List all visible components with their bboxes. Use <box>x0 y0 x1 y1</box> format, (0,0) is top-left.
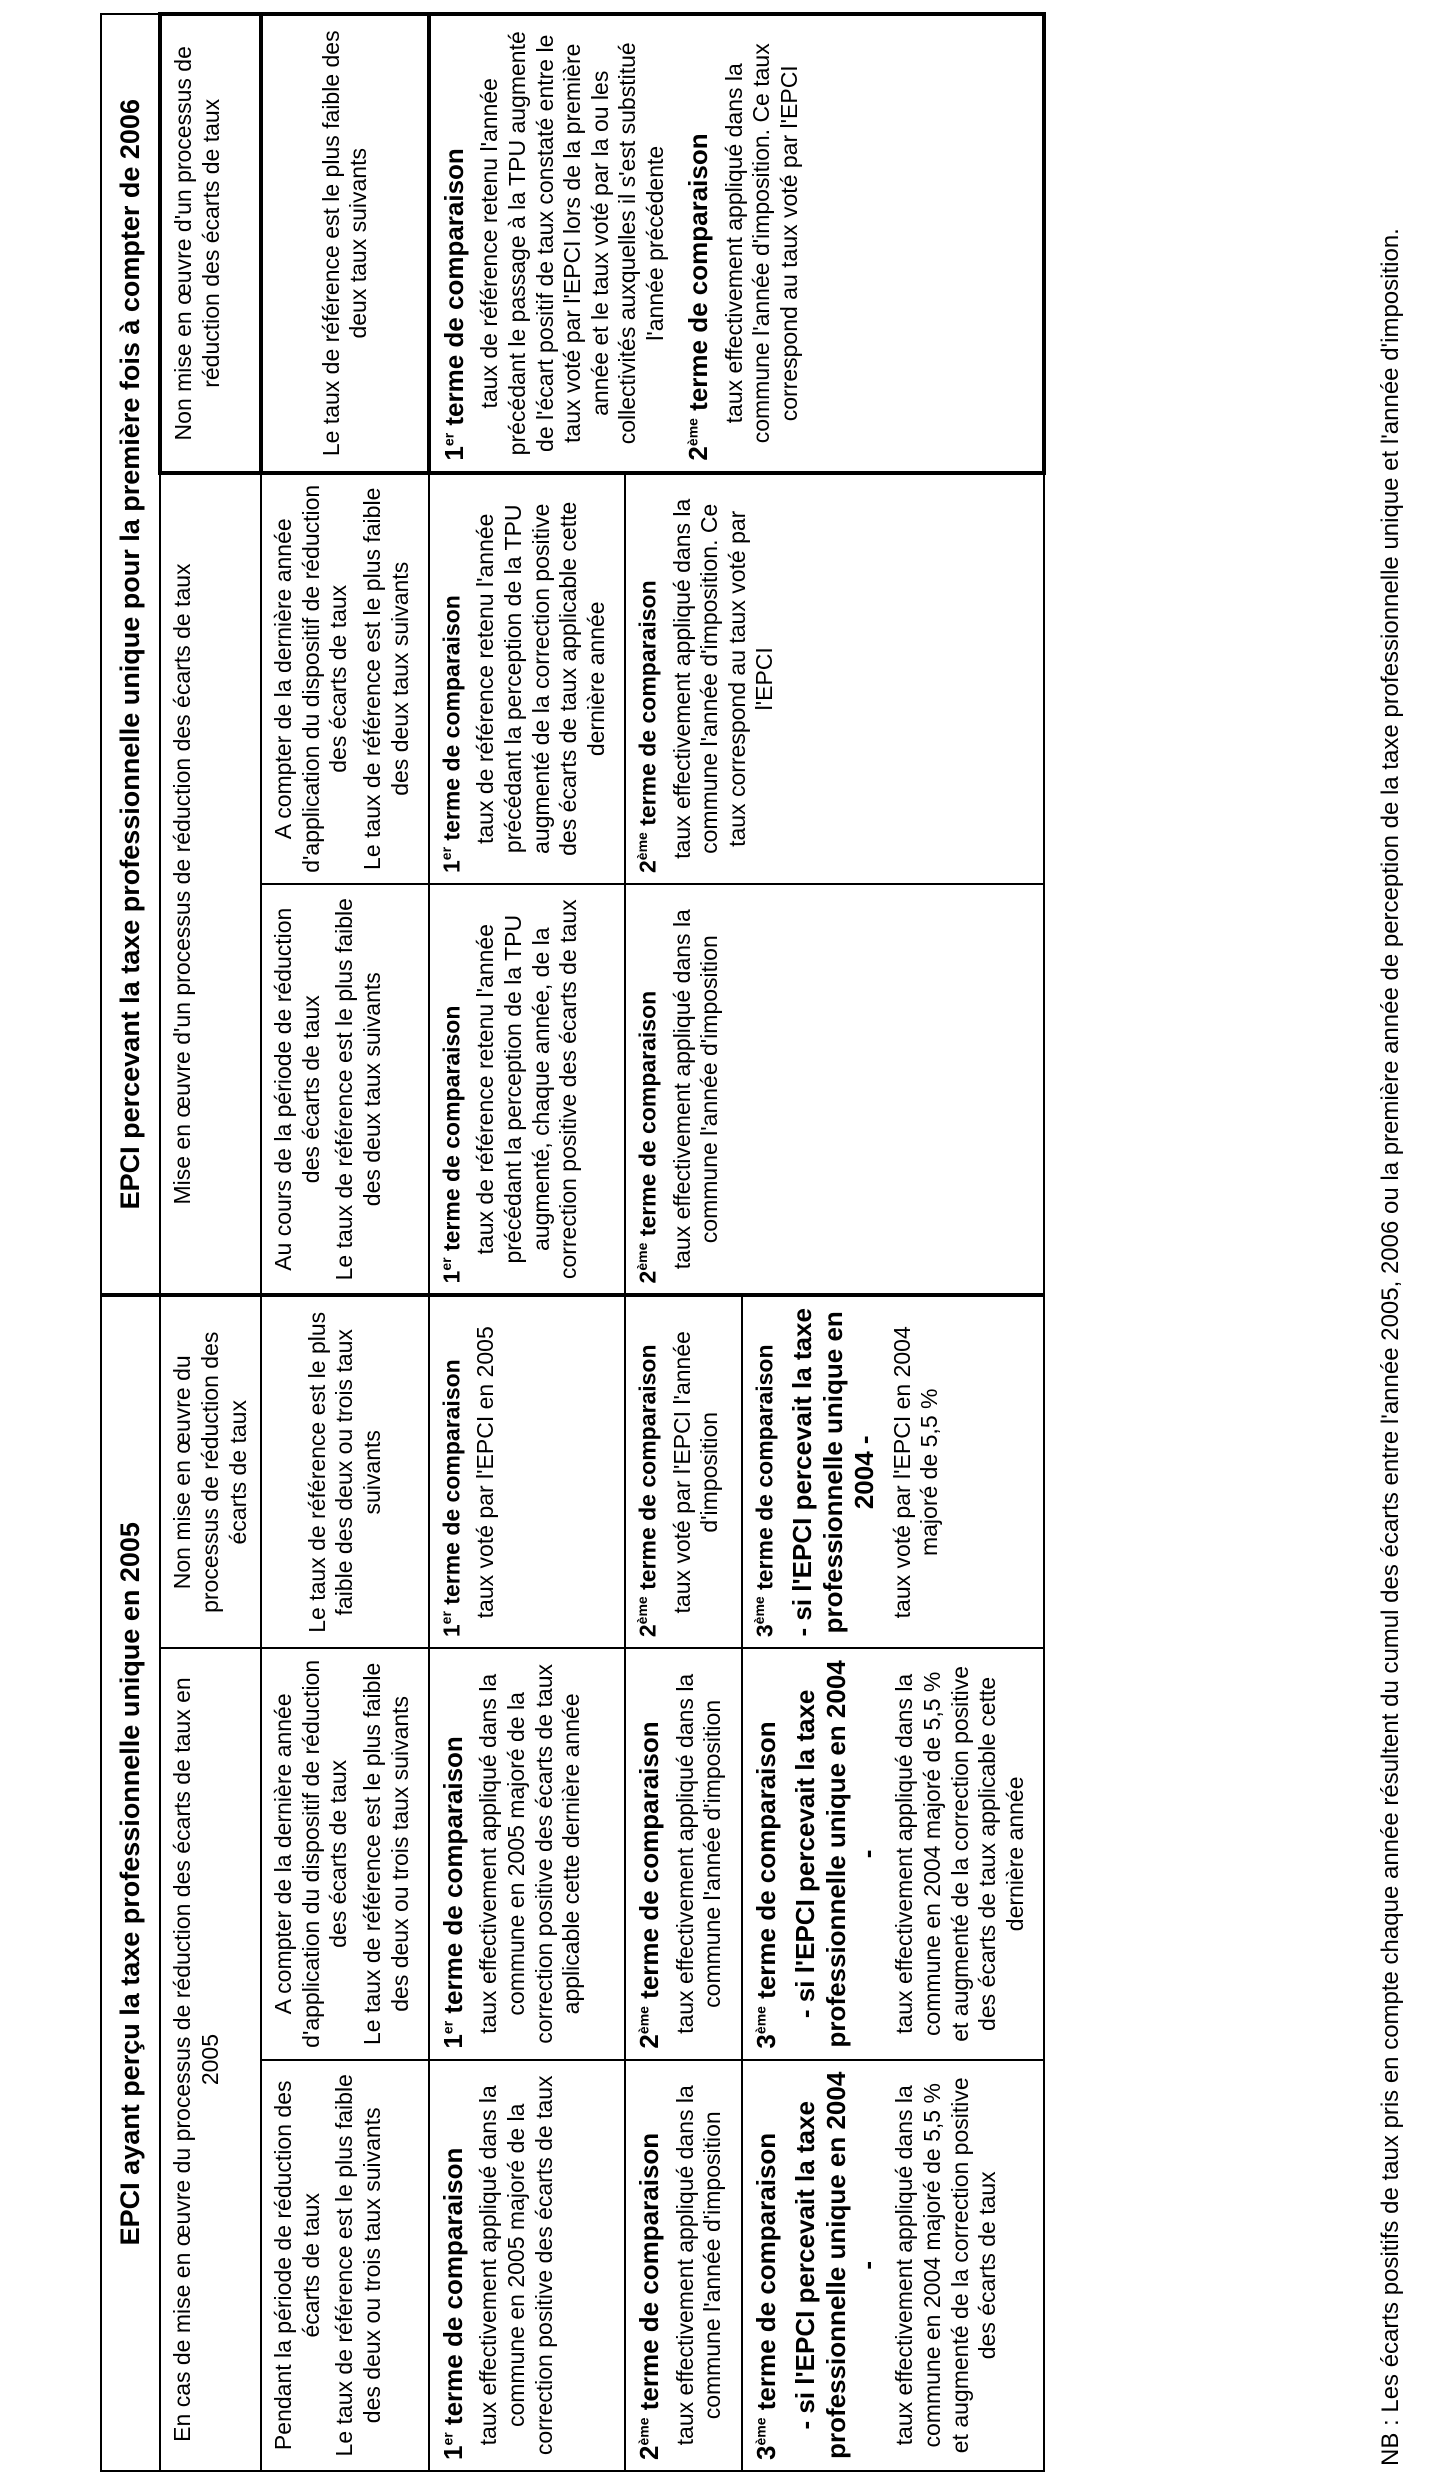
header-row <box>101 14 160 2471</box>
reference-rate-rule: Le taux de référence est le plus faible des deux taux suivants <box>331 898 385 1281</box>
term-text: taux voté par l'EPCI en 2004 majoré de 5,5 % <box>888 1326 943 1619</box>
third-term-cell-3 <box>742 1295 1045 1648</box>
tpu-2004-condition: - si l'EPCI percevait la taxe professionnelle unique en 2004 - <box>786 1308 880 1637</box>
term-text: taux effectivement appliqué dans la commune en 2004 majoré de 5,5 % et augmenté de la correction positive des écarts de taux <box>891 2077 1001 2454</box>
case-no-reduction-2005: Non mise en œuvre du processus de réduction des écarts de taux <box>160 1295 261 1648</box>
term-text: taux de référence retenu l'année précédant le passage à la TPU augmenté de l'écart positif de taux constaté entre le taux voté par l'EPCI lors de la première année et le taux voté par la ou les collectivités auxquelles il s'est substitué l'année précédente <box>476 31 668 456</box>
first-second-term-cell-6 <box>429 14 1044 473</box>
second-term-label: 2ème terme de comparaison <box>634 580 662 873</box>
first-term-cell-5 <box>429 473 625 884</box>
second-term-cell-4 <box>625 884 1044 1295</box>
term-text: taux effectivement appliqué dans la commune en 2004 majoré de 5,5 % et augmenté de la correction positive des écarts de taux applicable cette dernière année <box>891 1665 1028 2042</box>
first-term-row <box>429 14 625 2471</box>
term-text: taux effectivement appliqué dans la commune l'année d'imposition <box>671 2085 726 2446</box>
period-cell-4 <box>261 884 429 1295</box>
second-term-cell-1 <box>625 2060 741 2471</box>
term-text: taux effectivement appliqué dans la commune l'année d'imposition <box>671 1673 726 2034</box>
header-epci-2006: EPCI percevant la taxe professionnelle unique pour la première fois à compter de 2006 <box>101 14 160 1295</box>
third-term-label: 3ème terme de comparaison <box>750 1344 778 1638</box>
term-text: taux de référence retenu l'année précédant la perception de la TPU augmenté de la correction positive des écarts de taux applicable cette dernière année <box>472 501 609 856</box>
tpu-2004-condition: - si l'EPCI percevait la taxe professionnelle unique en 2004 - <box>789 2071 883 2459</box>
first-term-label: 1er terme de comparaison <box>438 1005 465 1284</box>
first-term-label: 1er terme de comparaison <box>438 595 465 873</box>
case-no-reduction-2006: Non mise en œuvre d'un processus de réduction des écarts de taux <box>160 14 261 473</box>
reference-rate-table <box>100 12 1046 2472</box>
second-term-label: 2ème terme de comparaison <box>634 990 662 1284</box>
first-term-cell-4 <box>429 884 625 1295</box>
period-cell-3: Le taux de référence est le plus faible des deux ou trois taux suivants <box>261 1295 429 1648</box>
header-epci-2005: EPCI ayant perçu la taxe professionnelle unique en 2005 <box>101 1295 160 2471</box>
period-cell-5 <box>261 473 429 884</box>
period-row <box>261 14 429 2471</box>
third-term-cell-1 <box>742 2060 1045 2471</box>
period-label: A compter de la dernière année d'application du dispositif de réduction des écarts de taux <box>270 484 352 873</box>
first-term-label: 1er terme de comparaison <box>438 2147 469 2460</box>
term-text: taux effectivement appliqué dans la commune l'année d'imposition. Ce taux correspond au taux voté par l'EPCI <box>668 498 778 859</box>
second-term-label: 2ème terme de comparaison <box>634 1721 665 2049</box>
first-term-cell-3 <box>429 1295 625 1648</box>
term-text: taux effectivement appliqué dans la commune l'année d'imposition. Ce taux correspond au taux voté par l'EPCI <box>720 43 802 444</box>
term-text: taux effectivement appliqué dans la commune l'année d'imposition <box>668 909 723 1270</box>
period-cell-6: Le taux de référence est le plus faible des deux taux suivants <box>261 14 429 473</box>
second-term-label: 2ème terme de comparaison <box>634 2132 665 2460</box>
second-term-label: 2ème terme de comparaison <box>683 133 714 461</box>
term-text: taux voté par l'EPCI en 2005 <box>472 1326 499 1619</box>
period-label: Au cours de la période de réduction des écarts de taux <box>270 907 324 1271</box>
second-term-cell-2 <box>625 1648 741 2059</box>
case-row <box>160 14 261 2471</box>
second-term-cell-5 <box>625 473 1044 884</box>
first-term-label: 1er terme de comparaison <box>439 148 470 461</box>
second-term-cell-3 <box>625 1295 741 1648</box>
period-cell-1 <box>261 2060 429 2471</box>
term-text: taux de référence retenu l'année précédant la perception de la TPU augmenté, chaque année, de la correction positive des écarts de taux <box>472 899 582 1280</box>
first-term-label: 1er terme de comparaison <box>438 1359 465 1638</box>
term-text: taux effectivement appliqué dans la commune en 2005 majoré de la correction positive des écarts de taux <box>475 2075 557 2456</box>
reference-rate-rule: Le taux de référence est le plus faible des deux ou trois taux suivants <box>358 1662 413 2045</box>
period-label: A compter de la dernière année d'application du dispositif de réduction des écarts de taux <box>270 1659 352 2048</box>
period-cell-2 <box>261 1648 429 2059</box>
third-term-cell-2 <box>742 1648 1045 2059</box>
case-reduction-2005: En cas de mise en œuvre du processus de réduction des écarts de taux en 2005 <box>160 1648 261 2471</box>
footnote: NB : Les écarts positifs de taux pris en compte chaque année résultent du cumul des écarts entre l'année 2005, 2006 ou la première année de perception de la taxe professionnelle unique et l'année d'imposition. <box>1377 228 1404 2466</box>
case-reduction-2006: Mise en œuvre d'un processus de réduction des écarts de taux <box>160 473 261 1296</box>
period-label: Pendant la période de réduction des écarts de taux <box>270 2080 324 2451</box>
term-text: taux effectivement appliqué dans la commune en 2005 majoré de la correction positive des écarts de taux applicable cette dernière année <box>475 1664 585 2044</box>
first-term-label: 1er terme de comparaison <box>438 1736 469 2049</box>
tpu-2004-condition: - si l'EPCI percevait la taxe professionnelle unique en 2004 - <box>789 1660 883 2048</box>
first-term-cell-1 <box>429 2060 625 2471</box>
third-term-label: 3ème terme de comparaison <box>750 2132 781 2460</box>
first-term-cell-2 <box>429 1648 625 2059</box>
reference-rate-rule: Le taux de référence est le plus faible des deux taux suivants <box>358 487 413 870</box>
second-term-label: 2ème terme de comparaison <box>634 1344 662 1638</box>
reference-rate-rule: Le taux de référence est le plus faible des deux ou trois taux suivants <box>331 2074 385 2457</box>
term-text: taux voté par l'EPCI l'année d'imposition <box>668 1331 723 1614</box>
third-term-label: 3ème terme de comparaison <box>750 1721 781 2049</box>
